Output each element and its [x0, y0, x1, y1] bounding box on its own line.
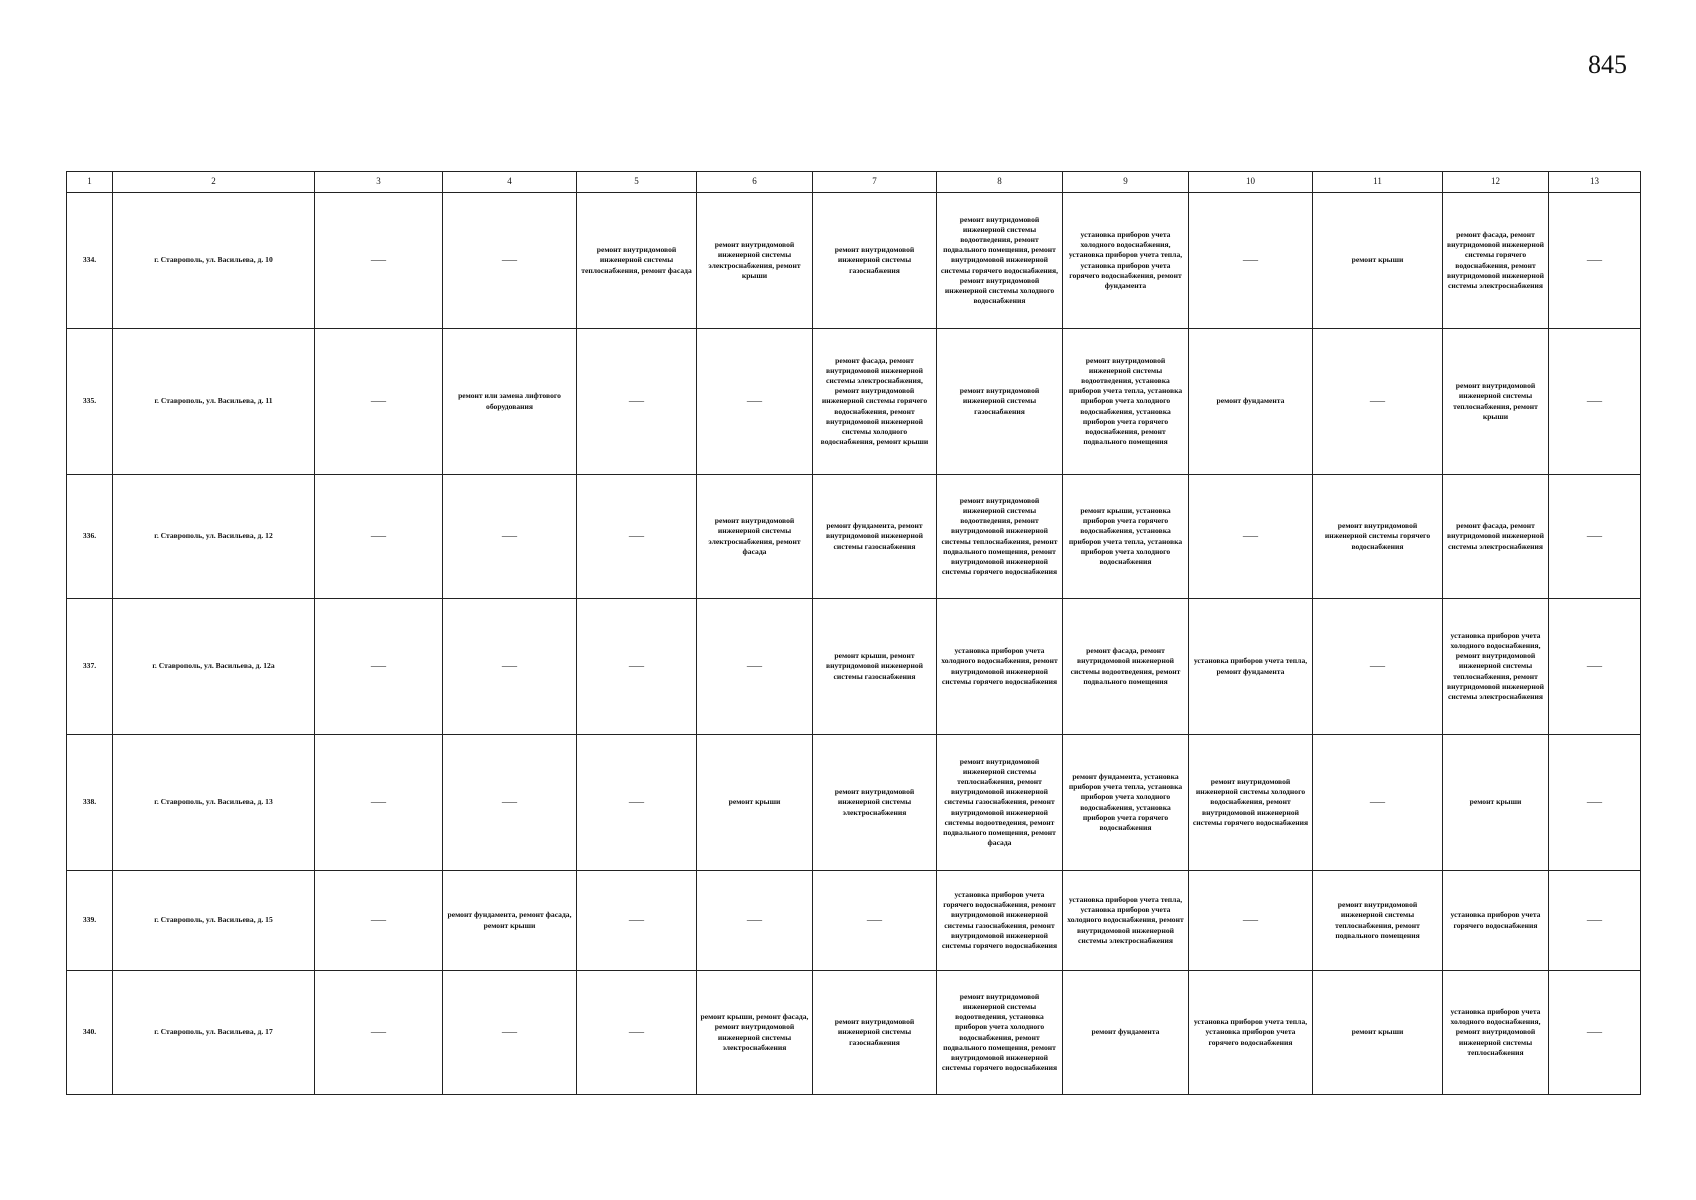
table-cell: ремонт внутридомовой инженерной системы газоснабжения	[813, 971, 937, 1095]
table-cell: ремонт фундамента, ремонт фасада, ремонт крыши	[443, 871, 577, 971]
table-cell: ремонт фасада, ремонт внутридомовой инженерной системы водоотведения, ремонт подвального помещения	[1063, 599, 1189, 735]
table-cell: ремонт внутридомовой инженерной системы водоотведения, ремонт внутридомовой инженерной системы теплоснабжения, ремонт подвального помещения, ремонт внутридомовой инженерной системы горячего водоснабжения	[937, 475, 1063, 599]
table-cell: установка приборов учета холодного водоснабжения, установка приборов учета тепла, установка приборов учета горячего водоснабжения, ремонт фундамента	[1063, 193, 1189, 329]
table-cell: ——	[1313, 599, 1443, 735]
table-cell: ремонт внутридомовой инженерной системы холодного водоснабжения, ремонт внутридомовой инженерной системы горячего водоснабжения	[1189, 735, 1313, 871]
table-cell: ——	[1313, 735, 1443, 871]
table-cell: ——	[315, 971, 443, 1095]
column-header: 11	[1313, 172, 1443, 193]
repair-schedule-table	[66, 171, 1641, 1095]
row-number: 338.	[67, 735, 113, 871]
table-cell: ——	[697, 599, 813, 735]
column-header: 4	[443, 172, 577, 193]
table-cell: ремонт крыши, ремонт внутридомовой инженерной системы газоснабжения	[813, 599, 937, 735]
row-number: 340.	[67, 971, 113, 1095]
address-cell: г. Ставрополь, ул. Васильева, д. 17	[113, 971, 315, 1095]
table-cell: ——	[1549, 971, 1641, 1095]
table-cell: ремонт крыши, ремонт фасада, ремонт внутридомовой инженерной системы электроснабжения	[697, 971, 813, 1095]
table-cell: ——	[1549, 599, 1641, 735]
table-cell: ——	[697, 871, 813, 971]
address-cell: г. Ставрополь, ул. Васильева, д. 10	[113, 193, 315, 329]
table-cell: ремонт внутридомовой инженерной системы горячего водоснабжения	[1313, 475, 1443, 599]
table-cell: ремонт внутридомовой инженерной системы водоотведения, установка приборов учета тепла, установка приборов учета холодного водоснабжения, установка приборов учета горячего водоснабжения, ремонт подвального помещения	[1063, 329, 1189, 475]
table-cell: установка приборов учета тепла, установка приборов учета горячего водоснабжения	[1189, 971, 1313, 1095]
table-cell: ремонт внутридомовой инженерной системы теплоснабжения, ремонт внутридомовой инженерной системы газоснабжения, ремонт внутридомовой инженерной системы водоотведения, ремонт подвального помещения, ремонт фасада	[937, 735, 1063, 871]
address-cell: г. Ставрополь, ул. Васильева, д. 15	[113, 871, 315, 971]
table-cell: ——	[1189, 871, 1313, 971]
table-cell: ——	[577, 871, 697, 971]
table-cell: ——	[1549, 735, 1641, 871]
table-row	[67, 871, 1641, 971]
column-header: 13	[1549, 172, 1641, 193]
column-header: 3	[315, 172, 443, 193]
table-cell: ——	[315, 735, 443, 871]
table-cell: ремонт крыши	[1443, 735, 1549, 871]
row-number: 339.	[67, 871, 113, 971]
table-cell: ——	[1549, 475, 1641, 599]
table-cell: ремонт крыши	[1313, 971, 1443, 1095]
table-cell: ——	[443, 599, 577, 735]
table-cell: ——	[443, 475, 577, 599]
table-cell: ремонт внутридомовой инженерной системы теплоснабжения, ремонт подвального помещения	[1313, 871, 1443, 971]
column-header: 9	[1063, 172, 1189, 193]
table-cell: ремонт внутридомовой инженерной системы электроснабжения, ремонт крыши	[697, 193, 813, 329]
table-row	[67, 329, 1641, 475]
table-cell: установка приборов учета тепла, ремонт фундамента	[1189, 599, 1313, 735]
table-cell: установка приборов учета холодного водоснабжения, ремонт внутридомовой инженерной системы горячего водоснабжения	[937, 599, 1063, 735]
table-cell: ремонт фасада, ремонт внутридомовой инженерной системы электроснабжения, ремонт внутридомовой инженерной системы горячего водоснабжения, ремонт внутридомовой инженерной системы холодного водоснабжения, ремонт крыши	[813, 329, 937, 475]
table-cell: ремонт фундамента, ремонт внутридомовой инженерной системы газоснабжения	[813, 475, 937, 599]
address-cell: г. Ставрополь, ул. Васильева, д. 11	[113, 329, 315, 475]
column-header: 12	[1443, 172, 1549, 193]
table-cell: ремонт крыши, установка приборов учета горячего водоснабжения, установка приборов учета тепла, установка приборов учета холодного водоснабжения	[1063, 475, 1189, 599]
table-cell: ремонт внутридомовой инженерной системы электроснабжения, ремонт фасада	[697, 475, 813, 599]
table-cell: ——	[443, 735, 577, 871]
column-header: 8	[937, 172, 1063, 193]
table-cell: ——	[315, 329, 443, 475]
row-number: 335.	[67, 329, 113, 475]
table-cell: ремонт крыши	[1313, 193, 1443, 329]
table-cell: установка приборов учета холодного водоснабжения, ремонт внутридомовой инженерной системы теплоснабжения	[1443, 971, 1549, 1095]
table-cell: ремонт фундамента	[1063, 971, 1189, 1095]
table-cell: ——	[443, 971, 577, 1095]
table-cell: ——	[315, 599, 443, 735]
column-header: 7	[813, 172, 937, 193]
table-cell: ремонт фундамента, установка приборов учета тепла, установка приборов учета холодного водоснабжения, установка приборов учета горячего водоснабжения	[1063, 735, 1189, 871]
address-cell: г. Ставрополь, ул. Васильева, д. 13	[113, 735, 315, 871]
table-cell: ремонт фундамента	[1189, 329, 1313, 475]
table-row	[67, 475, 1641, 599]
table-cell: ремонт внутридомовой инженерной системы водоотведения, установка приборов учета холодного водоснабжения, ремонт подвального помещения, ремонт внутридомовой инженерной системы горячего водоснабжения	[937, 971, 1063, 1095]
table-cell: ——	[697, 329, 813, 475]
table-row	[67, 599, 1641, 735]
table-cell: ремонт внутридомовой инженерной системы теплоснабжения, ремонт фасада	[577, 193, 697, 329]
table-cell: ——	[577, 599, 697, 735]
page-number: 845	[1588, 50, 1627, 79]
column-header: 1	[67, 172, 113, 193]
column-header: 2	[113, 172, 315, 193]
table-cell: ремонт или замена лифтового оборудования	[443, 329, 577, 475]
row-number: 337.	[67, 599, 113, 735]
table-cell: ——	[1549, 329, 1641, 475]
table-cell: ——	[1313, 329, 1443, 475]
column-header: 6	[697, 172, 813, 193]
row-number: 334.	[67, 193, 113, 329]
table-cell: ——	[577, 971, 697, 1095]
table-header-row	[67, 172, 1641, 193]
table-cell: ремонт внутридомовой инженерной системы водоотведения, ремонт подвального помещения, ремонт внутридомовой инженерной системы горячего водоснабжения, ремонт внутридомовой инженерной системы холодного водоснабжения	[937, 193, 1063, 329]
table-cell: ——	[1189, 475, 1313, 599]
table-cell: ремонт внутридомовой инженерной системы электроснабжения	[813, 735, 937, 871]
table-cell: ——	[577, 735, 697, 871]
table-cell: ——	[443, 193, 577, 329]
address-cell: г. Ставрополь, ул. Васильева, д. 12	[113, 475, 315, 599]
table-cell: ——	[1189, 193, 1313, 329]
table-cell: ремонт внутридомовой инженерной системы газоснабжения	[813, 193, 937, 329]
table-cell: ——	[1549, 193, 1641, 329]
table-cell: ремонт фасада, ремонт внутридомовой инженерной системы электроснабжения	[1443, 475, 1549, 599]
table-cell: ремонт крыши	[697, 735, 813, 871]
column-header: 10	[1189, 172, 1313, 193]
table-cell: ——	[315, 193, 443, 329]
address-cell: г. Ставрополь, ул. Васильева, д. 12а	[113, 599, 315, 735]
table-cell: ——	[315, 475, 443, 599]
table-cell: ——	[577, 475, 697, 599]
table-row	[67, 193, 1641, 329]
row-number: 336.	[67, 475, 113, 599]
table-cell: установка приборов учета тепла, установка приборов учета холодного водоснабжения, ремонт внутридомовой инженерной системы электроснабжения	[1063, 871, 1189, 971]
table-cell: ——	[577, 329, 697, 475]
table-cell: ——	[813, 871, 937, 971]
table-cell: установка приборов учета горячего водоснабжения	[1443, 871, 1549, 971]
table-cell: ремонт фасада, ремонт внутридомовой инженерной системы горячего водоснабжения, ремонт внутридомовой инженерной системы электроснабжения	[1443, 193, 1549, 329]
table-cell: ремонт внутридомовой инженерной системы газоснабжения	[937, 329, 1063, 475]
column-header: 5	[577, 172, 697, 193]
table-cell: ——	[315, 871, 443, 971]
table-cell: ——	[1549, 871, 1641, 971]
table-cell: установка приборов учета холодного водоснабжения, ремонт внутридомовой инженерной системы теплоснабжения, ремонт внутридомовой инженерной системы электроснабжения	[1443, 599, 1549, 735]
table-cell: установка приборов учета горячего водоснабжения, ремонт внутридомовой инженерной системы газоснабжения, ремонт внутридомовой инженерной системы горячего водоснабжения	[937, 871, 1063, 971]
table-cell: ремонт внутридомовой инженерной системы теплоснабжения, ремонт крыши	[1443, 329, 1549, 475]
table-row	[67, 735, 1641, 871]
table-row	[67, 971, 1641, 1095]
